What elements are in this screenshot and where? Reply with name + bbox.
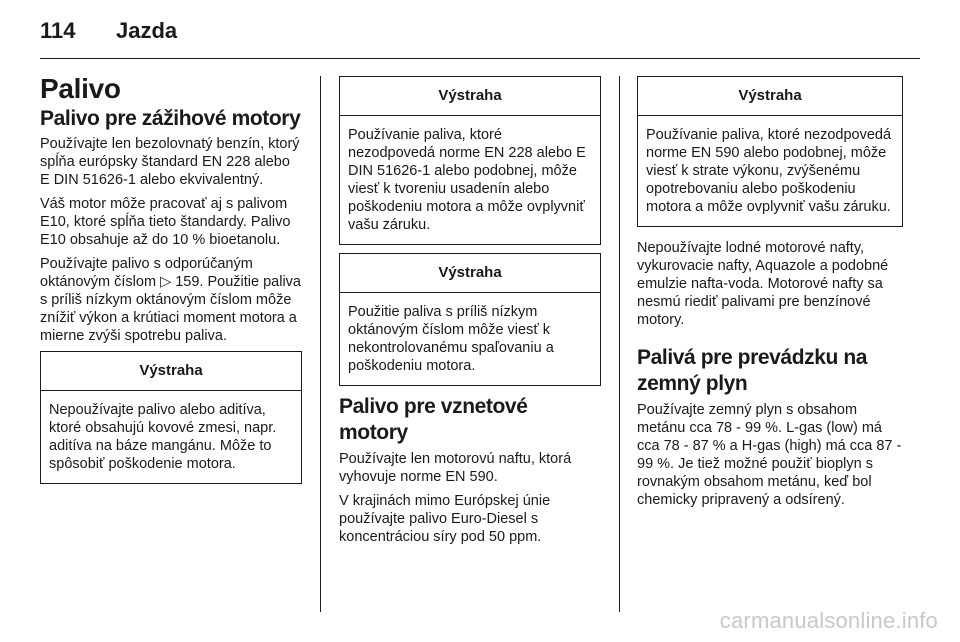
- warning-title: Výstraha: [340, 77, 600, 116]
- column-3: [637, 76, 903, 515]
- column-2: [339, 76, 601, 552]
- paragraph: Nepoužívajte lodné motorové nafty, vykurovacie nafty, Aquazole a podobné emulzie nafta-voda. Motorové nafty sa nesmú riediť palivami pre benzínové motory.: [637, 240, 889, 328]
- page-number: 114: [40, 18, 76, 43]
- warning-body: Použitie paliva s príliš nízkym oktánovým číslom môže viesť k nekontrolovanému spaľovaniu a poškodeniu motora.: [348, 304, 554, 374]
- page-header: [40, 18, 177, 44]
- warning-body: Používanie paliva, ktoré nezodpovedá norme EN 590 alebo podobnej, môže viesť k strate výkonu, zvýšenému opotrebovaniu alebo poškodeniu motora a môže ovplyvniť vašu záruku.: [646, 127, 892, 215]
- paragraph: Používajte palivo s odporúčaným oktánovým číslom ▷ 159. Použitie paliva s príliš nízkym oktánovým číslom môže znížiť výkon a krútiaci moment motora a mierne zvýši spotrebu paliva.: [40, 256, 301, 344]
- warning-title: Výstraha: [340, 254, 600, 293]
- warning-title: Výstraha: [638, 77, 902, 116]
- chapter-title: Jazda: [116, 18, 178, 43]
- subsection-title-natural-gas: Palivá pre prevádzku na zemný plyn: [637, 346, 868, 395]
- warning-box: [339, 253, 601, 386]
- watermark: carmanualsonline.info: [719, 608, 938, 633]
- paragraph: Používajte zemný plyn s obsahom metánu cca 78 - 99 %. L-gas (low) má cca 78 - 87 % a H-gas (high) má cca 87 - 99 %. Je tiež možné použiť bioplyn s rovnakým obsahom metánu, keď bol chemicky pripravený a odsírený.: [637, 402, 902, 508]
- warning-box: [339, 76, 601, 245]
- paragraph: V krajinách mimo Európskej únie používajte palivo Euro-Diesel s koncentráciou síry pod 50 ppm.: [339, 493, 551, 545]
- subsection-title-petrol: Palivo pre zážihové motory: [40, 107, 301, 130]
- paragraph: Váš motor môže pracovať aj s palivom E10, ktoré spĺňa tieto štandardy. Palivo E10 obsahuje až do 10 % bioetanolu.: [40, 196, 291, 248]
- paragraph: Používajte len bezolovnatý benzín, ktorý spĺňa európsky štandard EN 228 alebo E DIN 51626-1 alebo ekvivalentný.: [40, 136, 300, 188]
- column-divider-1: [320, 76, 321, 612]
- warning-body: Nepoužívajte palivo alebo aditíva, ktoré obsahujú kovové zmesi, napr. aditíva na báze mangánu. Môže to spôsobiť poškodenie motora.: [49, 402, 277, 472]
- column-divider-2: [619, 76, 620, 612]
- warning-body: Používanie paliva, ktoré nezodpovedá norme EN 228 alebo E DIN 51626-1 alebo podobnej, môže viesť k tvoreniu usadenín alebo poškodeniu motora a môže ovplyvniť vašu záruku.: [348, 127, 586, 233]
- warning-title: Výstraha: [41, 352, 301, 391]
- column-1: [40, 72, 302, 492]
- section-title: Palivo: [40, 73, 121, 104]
- header-rule: [40, 58, 920, 59]
- warning-box: [40, 351, 302, 484]
- subsection-title-diesel: Palivo pre vznetové motory: [339, 395, 528, 444]
- paragraph: Používajte len motorovú naftu, ktorá vyhovuje norme EN 590.: [339, 451, 572, 485]
- warning-box: [637, 76, 903, 227]
